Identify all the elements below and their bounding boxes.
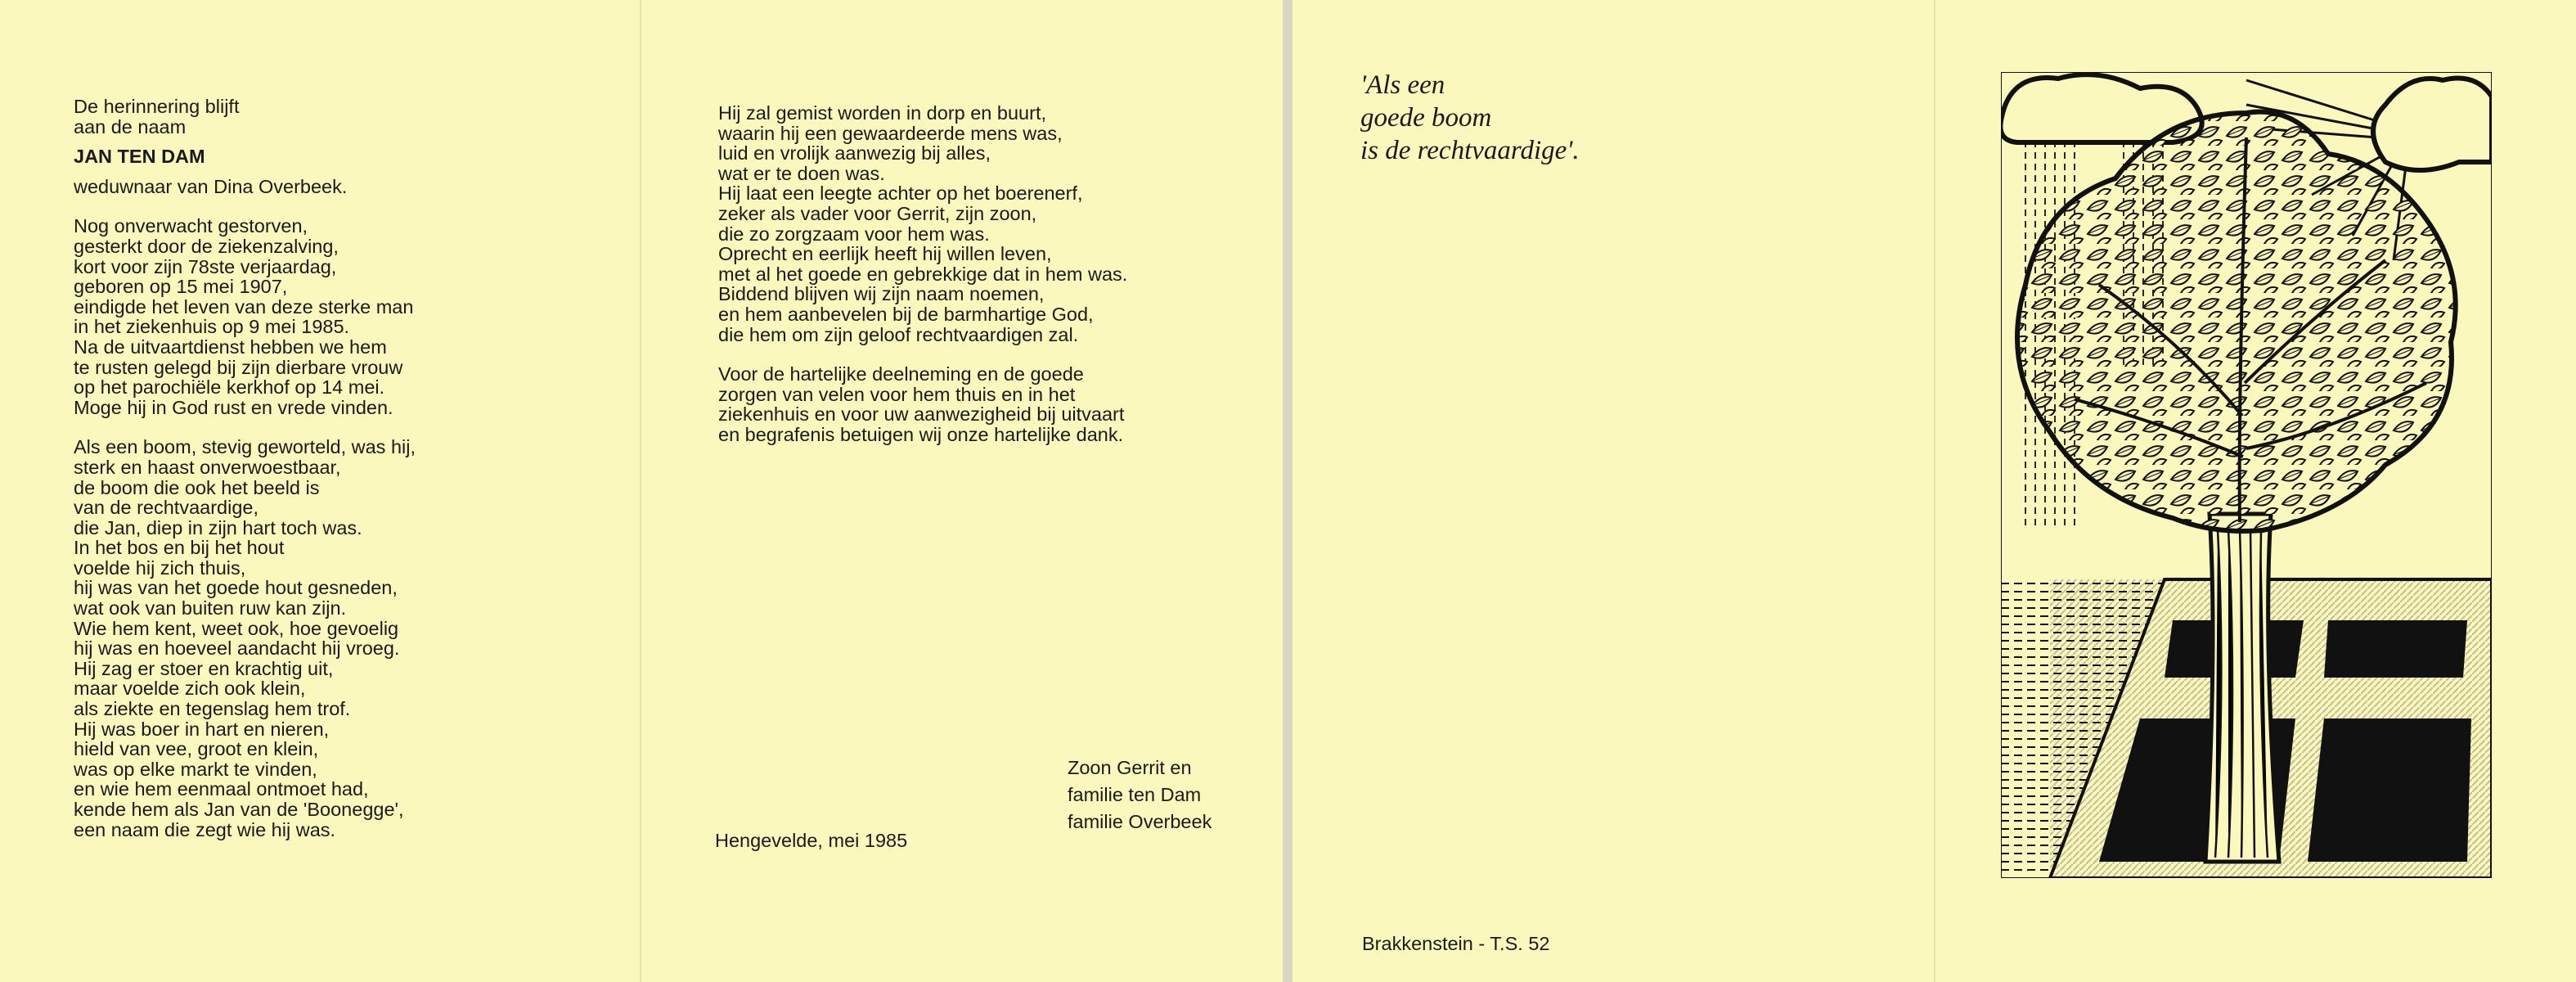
text-line: en hem aanbevelen bij de barmhartige God, — [718, 303, 1094, 325]
intro-line: aan de naam — [74, 115, 187, 137]
poem-line: Hij zag er stoer en krachtig uit, — [74, 657, 334, 679]
text-line: wat er te doen was. — [718, 162, 885, 184]
text-line: in het ziekenhuis op 9 mei 1985. — [74, 316, 350, 338]
text-line: zeker als vader voor Gerrit, zijn zoon, — [718, 202, 1037, 224]
quote-line: is de rechtvaardige'. — [1360, 136, 1580, 165]
poem-line: en wie hem eenmaal ontmoet had, — [74, 778, 369, 800]
poem-line: was op elke markt te vinden, — [74, 758, 317, 780]
text-line: Nog onverwacht gestorven, — [74, 215, 308, 237]
text-line: ziekenhuis en voor uw aanwezigheid bij uitvaart — [718, 403, 1125, 426]
text-line: kort voor zijn 78ste verjaardag, — [74, 255, 337, 277]
text-line: Hij laat een leegte achter op het boerenerf, — [718, 182, 1083, 205]
text-line: Na de uitvaartdienst hebben we hem — [74, 336, 387, 358]
text-line: Biddend blijven wij zijn naam noemen, — [718, 283, 1045, 305]
signatory-line: familie Overbeek — [1068, 811, 1212, 832]
text-line: met al het goede en gebrekkige dat in hem was. — [718, 263, 1128, 285]
publisher-imprint: Brakkenstein - T.S. 52 — [1362, 933, 1550, 954]
widower-line: weduwnaar van Dina Overbeek. — [74, 175, 348, 197]
poem-line: hield van vee, groot en klein, — [74, 738, 319, 760]
intro-line: De herinnering blijft — [74, 96, 240, 117]
fold-line — [640, 0, 641, 982]
middle-panel-text — [718, 103, 1127, 445]
text-line: geboren op 15 mei 1907, — [74, 276, 288, 298]
poem-line: Wie hem kent, weet ook, hoe gevoelig — [74, 617, 399, 639]
poem-line: de boom die ook het beeld is — [74, 476, 320, 498]
poem-line: hij was van het goede hout gesneden, — [74, 577, 398, 599]
poem-line: Als een boom, stevig geworteld, was hij, — [74, 436, 416, 458]
quote-line: goede boom — [1360, 103, 1492, 133]
poem-line: hij was en hoeveel aandacht hij vroeg. — [74, 637, 400, 660]
text-line: op het parochiële kerkhof op 14 mei. — [74, 376, 385, 399]
poem-line: In het bos en bij het hout — [74, 537, 285, 559]
fold-line — [1934, 0, 1935, 982]
text-line: en begrafenis betuigen wij onze hartelijke dank. — [718, 423, 1124, 445]
poem-line: die Jan, diep in zijn hart toch was. — [74, 516, 362, 538]
left-panel-text — [74, 97, 416, 840]
poem-line: wat ook van buiten ruw kan zijn. — [74, 597, 347, 619]
poem-line: een naam die zegt wie hij was. — [74, 818, 336, 840]
text-line: te rusten gelegd bij zijn dierbare vrouw — [74, 356, 403, 378]
text-line: luid en vrolijk aanwezig bij alles, — [718, 142, 991, 164]
signatories — [1068, 755, 1212, 836]
text-line: die zo zorgzaam voor hem was. — [718, 223, 990, 245]
poem-line: maar voelde zich ook klein, — [74, 678, 306, 700]
poem-line: als ziekte en tegenslag hem trof. — [74, 698, 351, 720]
text-line: Moge hij in God rust en vrede vinden. — [74, 396, 393, 418]
signatory-line: familie ten Dam — [1068, 784, 1202, 805]
text-line: eindigde het leven van deze sterke man — [74, 295, 414, 318]
text-line: Hij zal gemist worden in dorp en buurt, — [718, 102, 1047, 124]
poem-line: voelde hij zich thuis, — [74, 556, 246, 579]
place-date: Hengevelde, mei 1985 — [715, 830, 908, 851]
quote-line: 'Als een — [1360, 70, 1445, 100]
poem-line: van de rechtvaardige, — [74, 497, 259, 519]
text-line: Voor de hartelijke deelneming en de goede — [718, 363, 1084, 385]
text-line: zorgen van velen voor hem thuis en in het — [718, 383, 1076, 405]
text-line: waarin hij een gewaardeerde mens was, — [718, 122, 1063, 144]
text-line: Oprecht en eerlijk heeft hij willen leven, — [718, 243, 1052, 265]
signatory-line: Zoon Gerrit en — [1068, 757, 1192, 778]
tree-woodcut-image — [2001, 72, 2492, 878]
poem-line: Hij was boer in hart en nieren, — [74, 718, 330, 740]
dark-field — [2308, 718, 2471, 862]
text-line: die hem om zijn geloof rechtvaardigen zal. — [718, 323, 1079, 345]
dark-field — [2324, 620, 2467, 678]
bible-quote — [1360, 69, 1580, 167]
poem-line: sterk en haast onverwoestbaar, — [74, 456, 341, 478]
poem-line: kende hem als Jan van de 'Boonegge', — [74, 799, 404, 820]
text-line: gesterkt door de ziekenzalving, — [74, 235, 339, 257]
deceased-name: JAN TEN DAM — [74, 146, 205, 168]
